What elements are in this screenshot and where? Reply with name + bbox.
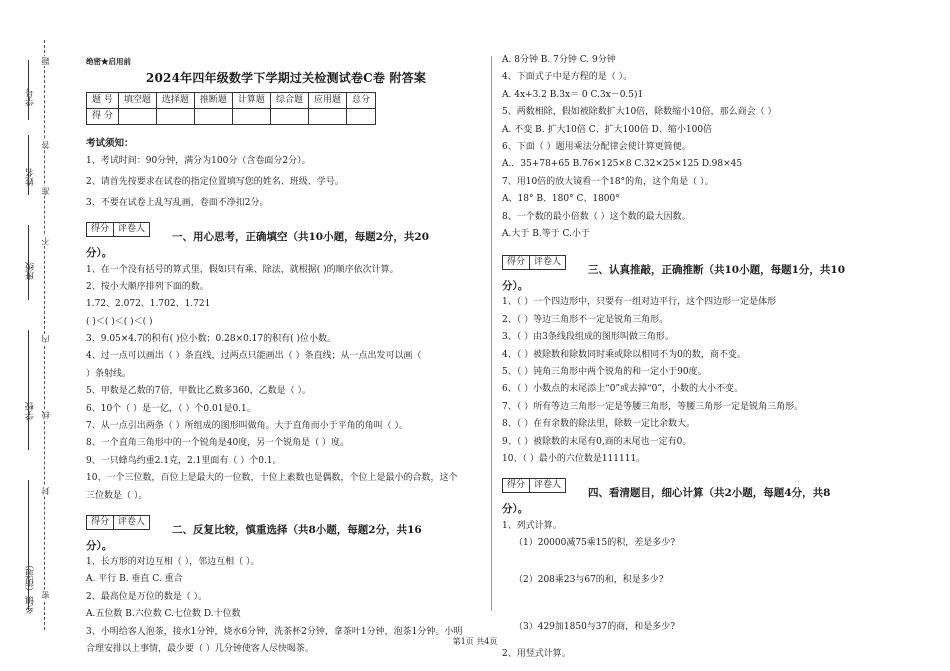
question-line: 三位数是（ ）。 — [86, 490, 148, 501]
question-line: A.大于 B.等于 C.小于 — [502, 228, 590, 239]
question-line: 合理安排以上事情，最少要（ ）几分钟使客人尽快喝茶。 — [86, 644, 314, 655]
section-4-title-cont: 分）。 — [502, 502, 529, 515]
grader-box — [86, 222, 150, 237]
question-line: （1）20000减75乘15的积，差是多少? — [514, 538, 676, 549]
score-input-cell[interactable] — [156, 108, 194, 124]
question-line: A. 8分钟 B. 7分钟 C. 9分钟 — [502, 55, 616, 65]
question-line: 1、列式计算。 — [502, 521, 562, 532]
question-line: 1、（ ）一个四边形中，只要有一组对边平行，这个四边形一定是体形 — [502, 297, 777, 308]
question-line: A、18° B、180° C、1800° — [502, 194, 620, 205]
question-line: 9、一只蜂鸟约重2.1克，2.1里面有（ ）个0.1。 — [86, 455, 282, 466]
question-line: 7、（ ）所有等边三角形一定是等腰三角形，等腰三角形一定是锐角三角形。 — [502, 401, 804, 412]
score-cell: 计算题 — [232, 92, 270, 108]
section-1-title: 一、用心思考，正确填空（共10小题，每题2分，共20 — [172, 231, 430, 243]
right-column — [502, 56, 852, 659]
score-input-cell[interactable] — [118, 108, 156, 124]
question-line: A.．35+78+65 B.76×125×8 C.32×25×125 D.98×45 — [502, 159, 743, 170]
binding-mark: 答 — [41, 141, 50, 149]
grader-box-score: 得分 — [87, 223, 114, 236]
grader-box-grader: 评卷人 — [534, 479, 562, 490]
question-line: 1、长方形的对边互相（ ），邻边互相（ ）。 — [86, 557, 260, 568]
score-input-cell[interactable] — [346, 108, 375, 124]
left-column — [86, 56, 486, 654]
grader-box-score: 得分 — [87, 516, 114, 529]
notice-item: 2、请首先按要求在试卷的指定位置填写您的姓名、班级、学号。 — [86, 177, 344, 187]
binding-label-class: 班级 — [26, 262, 36, 280]
question-line: 4、下面式子中是方程的是（ ）。 — [502, 72, 633, 83]
question-line: 5、（ ）钝角三角形中两个锐角的和一定小于90度。 — [502, 366, 707, 377]
binding-mark: 不 — [41, 237, 50, 245]
question-line: 3、9.05×4.7的积有( )位小数；0.28×0.17的积有( )位小数。 — [86, 334, 337, 345]
section-3-title: 三、认真推敲，正确推断（共10小题，每题1分，共10 — [588, 263, 846, 276]
binding-underline — [28, 225, 29, 300]
binding-label-name: 姓名 — [26, 168, 36, 186]
binding-underline — [28, 330, 29, 450]
section-3-body — [502, 291, 852, 464]
binding-label-school: 学校 — [26, 402, 36, 420]
question-line: 5、甲数是乙数的7倍，甲数比乙数多360，乙数是（ ）。 — [86, 386, 311, 397]
score-cell: 题 号 — [87, 92, 119, 108]
binding-underline — [28, 480, 29, 610]
grader-box-score: 得分 — [503, 256, 530, 269]
question-line: A. 不变 B. 扩大10倍 C、扩大100倍 D、缩小100倍 — [502, 124, 713, 135]
grader-box-grader: 评卷人 — [118, 516, 146, 527]
section-3-title-cont: 分）。 — [502, 279, 529, 292]
question-line: 2、最高位是万位的数是（ ）。 — [86, 591, 208, 602]
grader-box-grader: 评卷人 — [118, 224, 146, 234]
exam-title: 2024年四年级数学下学期过关检测试卷C卷 附答案 — [145, 70, 427, 85]
grader-box — [502, 255, 566, 270]
notice-item: 3、不要在试卷上乱写乱画，卷面不净扣2分。 — [86, 198, 269, 208]
notice-heading: 考试须知： — [86, 137, 134, 149]
score-input-cell[interactable] — [232, 108, 270, 124]
section-1-body — [86, 259, 486, 501]
question-line: 3、（ ）由3条线段组成的图形叫做三角形。 — [502, 332, 674, 343]
section-2-title: 二、反复比较，慎重选择（共8小题，每题2分，共16 — [172, 523, 422, 536]
score-table-score-row — [87, 108, 376, 124]
question-line: 8、一个直角三角形中的一个锐角是40度，另一个锐角是（ ）度。 — [86, 438, 350, 449]
question-line: 1.72、2.072、1.702、1.721 — [86, 299, 211, 310]
question-line: 1、在一个没有括号的算式里，假如只有乘、除法，就根据( )的顺序依次计算。 — [86, 264, 399, 275]
score-cell: 推断题 — [194, 92, 232, 108]
binding-underline — [28, 60, 29, 120]
binding-mark: 密 — [41, 591, 50, 599]
question-line: 2、按小大顺序排列下面的数。 — [86, 281, 209, 292]
question-line: A.五位数 B.六位数 C.七位数 D.十位数 — [86, 609, 241, 620]
question-line: 6、（ ）小数点的末尾添上“0”或去掉“0”，小数的大小不变。 — [502, 384, 743, 395]
question-line: 2、（ ）等边三角形不一定是锐角三角形。 — [502, 314, 669, 325]
question-line: 6、10个（ ）是一亿，（ ）个0.01是0.1。 — [86, 403, 256, 414]
question-line: A. 4x+3.2 B.3x＝ 0 C.3x－0.5)1 — [502, 89, 644, 100]
question-line: ）条射线。 — [86, 368, 132, 379]
question-line: 8、（ ）在有余数的除法里，除数一定比余数大。 — [502, 419, 696, 430]
score-cell: 综合题 — [270, 92, 308, 108]
score-cell: 应用题 — [308, 92, 346, 108]
binding-underline — [28, 135, 29, 195]
page-footer: 第1页 共4页 — [452, 637, 498, 646]
binding-mark: 题 — [41, 57, 50, 65]
binding-label-student-id: 学号 — [26, 88, 36, 106]
score-cell: 填空题 — [118, 92, 156, 108]
question-line: 10、一个三位数，百位上是最大的一位数，十位上素数也是偶数，个位上是最小的合数，这个 — [86, 473, 458, 484]
question-line: ( )＜( )＜( )＜( ) — [86, 316, 153, 327]
question-line: （2）208乘23与67的和，积是多少? — [514, 575, 664, 586]
section-2-title-cont: 分）。 — [86, 539, 113, 552]
notice-item: 1、考试时间：90分钟，满分为100分（含卷面分2分）。 — [86, 156, 311, 166]
question-line: 5、两数相除，假如被除数扩大10倍，除数缩小10倍，那么商会（ ） — [502, 107, 777, 118]
section-1-title-cont: 分）。 — [86, 247, 113, 259]
score-cell: 选择题 — [156, 92, 194, 108]
score-table-header-row — [87, 92, 376, 108]
score-input-cell[interactable] — [308, 108, 346, 124]
binding-mark: 线 — [41, 411, 50, 419]
section-4-title: 四、看清题目，细心计算（共2小题，每题4分，共8 — [588, 486, 831, 499]
binding-margin — [0, 0, 80, 671]
score-cell: 得 分 — [87, 108, 119, 124]
grader-box-grader: 评卷人 — [534, 256, 562, 267]
score-cell: 总分 — [346, 92, 375, 108]
binding-mark: 内 — [41, 335, 50, 343]
question-line: A. 平行 B. 垂直 C. 重合 — [86, 574, 183, 585]
question-line: 8、一个数的最小倍数（ ）这个数的最大因数。 — [502, 211, 691, 222]
question-line: 9、（ ）被除数的末尾有0,商的末尾也一定有0。 — [502, 436, 692, 447]
secret-mark: 绝密★启用前 — [86, 57, 131, 66]
question-line: （3）429加1850与37的商，和是多少? — [514, 622, 676, 633]
question-line: 4、（ ）被除数和除数同时乘或除以相同不为0的数，商不变。 — [502, 349, 746, 360]
column-divider — [491, 56, 492, 611]
binding-mark: 封 — [41, 487, 50, 495]
question-line: 2、用竖式计算。 — [502, 649, 571, 660]
binding-mark: 准 — [41, 187, 50, 195]
score-input-cell[interactable] — [194, 108, 232, 124]
question-line: 3、小明给客人泡茶，接水1分钟，烧水6分钟，洗茶杯2分钟，拿茶叶1分钟，泡茶1分钟。小明 — [86, 626, 463, 637]
question-line: 10、（ ）最小的六位数是111111。 — [502, 453, 646, 464]
binding-label-township: 乡镇（街道） — [26, 560, 36, 614]
question-line: 7、用10倍的放大镜看一个18°的角，这个角是（ ）。 — [502, 176, 714, 187]
grader-box-score: 得分 — [503, 479, 530, 492]
grader-box — [86, 515, 150, 530]
section-2-continued — [502, 56, 852, 239]
question-line: 6、下面（ ）题用乘法分配律会使计算更简便。 — [502, 141, 691, 152]
grader-box — [502, 478, 566, 493]
question-line: 4、过一点可以画出（ ）条直线，过两点只能画出（ ）条直线；从一点出发可以画（ — [86, 351, 422, 362]
score-input-cell[interactable] — [270, 108, 308, 124]
score-table — [86, 92, 376, 125]
question-line: 7、从一点引出两条（ ）所组成的图形叫做角。大于直角而小于平角的角叫（ ）。 — [86, 421, 408, 432]
